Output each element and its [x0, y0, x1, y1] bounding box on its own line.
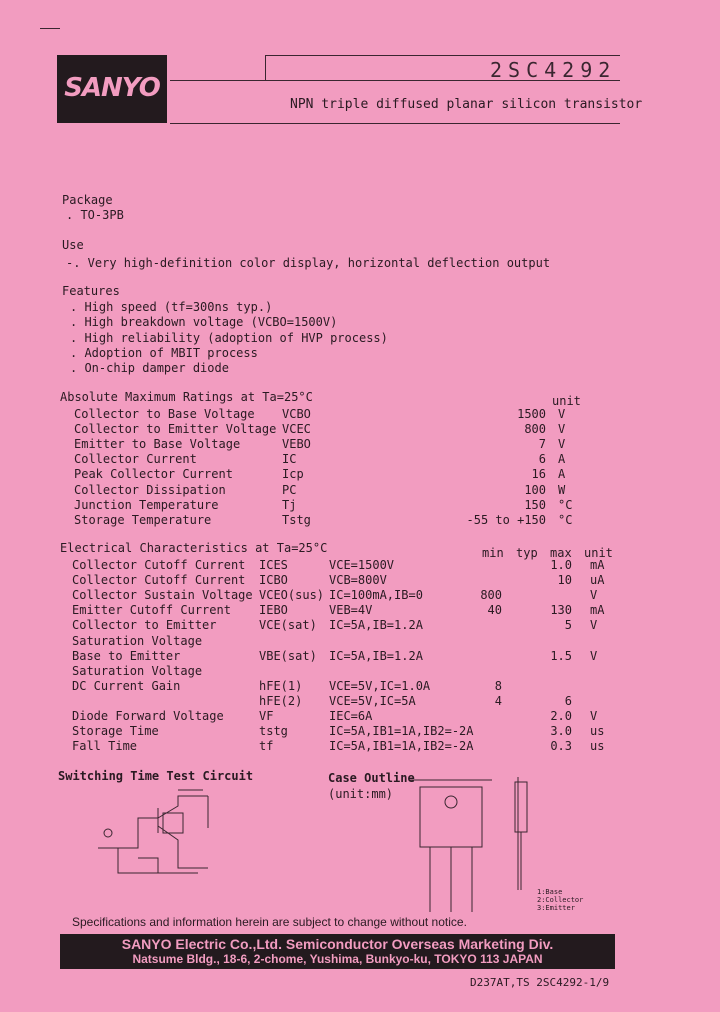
value-unit: us [590, 739, 605, 754]
param-name: Saturation Voltage [72, 663, 203, 678]
value-unit: uA [590, 573, 605, 588]
param-symbol: VF [259, 709, 274, 723]
outline-heading: Case Outline [328, 771, 415, 785]
elec-row [0, 664, 720, 679]
param-symbol: VCEC [282, 422, 311, 437]
abs-max-heading: Absolute Maximum Ratings at Ta=25°C [60, 390, 313, 404]
elec-row [0, 709, 720, 724]
param-condition: VCE=5V,IC=1.0A [329, 678, 431, 693]
param-symbol: VCE(sat) [259, 618, 317, 633]
use-heading: Use [62, 238, 84, 252]
param-unit: °C [558, 497, 573, 512]
abs-max-row [0, 483, 720, 498]
param-symbol: hFE(1) [259, 678, 303, 693]
feature-item: . High breakdown voltage (VCBO=1500V) [70, 315, 338, 329]
param-name: Saturation Voltage [72, 633, 203, 648]
param-unit: °C [558, 512, 573, 527]
value-unit: V [590, 709, 598, 723]
param-symbol: VCEO(sus) [259, 588, 325, 603]
part-number: 2SC4292 [490, 58, 617, 82]
param-symbol: ICES [259, 558, 288, 572]
value-unit: us [590, 724, 605, 739]
value-max: 1.5 [550, 648, 572, 663]
param-value: 150 [524, 497, 546, 512]
header-divider [265, 55, 266, 80]
abs-max-row [0, 498, 720, 513]
spec-note: Specifications and information herein are subject to change without notice. [72, 915, 467, 929]
param-symbol: Tstg [282, 512, 311, 527]
elec-row [0, 724, 720, 739]
param-symbol: VEBO [282, 437, 311, 452]
param-symbol: ICBO [259, 573, 288, 588]
param-condition: IC=5A,IB1=1A,IB2=-2A [329, 739, 474, 754]
pin-1: 1:Base [537, 888, 563, 896]
param-unit: A [558, 467, 566, 482]
param-name: Fall Time [72, 739, 138, 754]
value-min: 800 [480, 588, 502, 603]
feature-item: . Adoption of MBIT process [70, 346, 258, 360]
abs-max-unit-heading: unit [552, 394, 581, 408]
param-name: Junction Temperature [74, 497, 219, 512]
param-symbol: hFE(2) [259, 693, 303, 708]
param-value: 7 [538, 437, 546, 452]
feature-item: . On-chip damper diode [70, 361, 229, 375]
value-unit: V [590, 588, 598, 603]
pin-2: 2:Collector [537, 896, 584, 904]
abs-max-row [0, 467, 720, 482]
abs-max-row [0, 513, 720, 528]
param-condition: VCE=5V,IC=5A [329, 693, 416, 708]
param-unit: V [558, 422, 566, 437]
param-symbol: PC [282, 482, 297, 497]
param-condition: IC=5A,IB=1.2A [329, 648, 423, 663]
use-value: -. Very high-definition color display, horizontal deflection output [66, 256, 551, 270]
value-max: 130 [550, 603, 572, 618]
param-name: Collector to Emitter [72, 618, 217, 633]
param-unit: V [558, 407, 566, 421]
switching-circuit-diagram [78, 788, 238, 888]
param-value: 6 [538, 452, 546, 467]
param-value: -55 to +150 [466, 512, 546, 527]
param-unit: W [558, 482, 566, 497]
value-max: 0.3 [550, 739, 572, 754]
value-max: 6 [564, 693, 572, 708]
value-unit: V [590, 648, 598, 663]
value-min: 4 [494, 693, 502, 708]
param-value: 16 [531, 467, 546, 482]
value-max: 2.0 [550, 709, 572, 723]
value-unit: mA [590, 558, 605, 572]
param-name: Storage Temperature [74, 512, 212, 527]
param-name: Storage Time [72, 724, 159, 739]
package-heading: Package [62, 193, 113, 207]
col-unit: unit [584, 546, 613, 560]
abs-max-row [0, 407, 720, 422]
value-max: 10 [557, 573, 572, 588]
param-condition: IEC=6A [329, 709, 373, 723]
elec-heading: Electrical Characteristics at Ta=25°C [60, 541, 328, 555]
value-max: 3.0 [550, 724, 572, 739]
param-condition: VEB=4V [329, 603, 373, 618]
param-value: 100 [524, 482, 546, 497]
company-address: Natsume Bldg., 18-6, 2-chome, Yushima, Bunkyo-ku, TOKYO 113 JAPAN [132, 952, 543, 966]
param-name: Peak Collector Current [74, 467, 233, 482]
value-unit: V [590, 618, 598, 633]
param-symbol: VBE(sat) [259, 648, 317, 663]
sanyo-logo [57, 55, 167, 123]
value-unit: mA [590, 603, 605, 618]
logo-text: SANYO [64, 73, 160, 103]
param-name: Emitter to Base Voltage [74, 437, 241, 452]
param-value: 1500 [517, 407, 546, 421]
header-rule-bottom [170, 123, 620, 124]
param-name: Diode Forward Voltage [72, 709, 224, 723]
abs-max-row [0, 422, 720, 437]
company-footer [60, 934, 615, 969]
elec-row [0, 588, 720, 603]
page-subtitle: NPN triple diffused planar silicon transistor [290, 97, 643, 112]
elec-row [0, 634, 720, 649]
elec-row [0, 649, 720, 664]
company-name: SANYO Electric Co.,Ltd. Semiconductor Overseas Marketing Div. [121, 936, 554, 952]
elec-row [0, 618, 720, 633]
value-max: 1.0 [550, 558, 572, 572]
param-symbol: tstg [259, 724, 288, 739]
param-condition: IC=5A,IB1=1A,IB2=-2A [329, 724, 474, 739]
param-symbol: VCBO [282, 407, 311, 421]
param-name: Collector Dissipation [74, 482, 226, 497]
param-symbol: Icp [282, 467, 304, 482]
col-max: max [550, 546, 572, 560]
elec-row [0, 558, 720, 573]
header-rule-top [265, 55, 620, 56]
col-min: min [482, 546, 504, 560]
param-condition: VCE=1500V [329, 558, 395, 572]
pin-3: 3:Emitter [537, 904, 575, 912]
param-unit: V [558, 437, 566, 452]
elec-row [0, 694, 720, 709]
abs-max-row [0, 452, 720, 467]
feature-item: . High reliability (adoption of HVP process) [70, 331, 388, 345]
param-value: 800 [524, 422, 546, 437]
circuit-heading: Switching Time Test Circuit [58, 769, 254, 783]
param-name: Collector Cutoff Current [72, 573, 246, 588]
param-name: Collector Cutoff Current [72, 558, 246, 572]
elec-row [0, 573, 720, 588]
value-min: 8 [494, 678, 502, 693]
document-number: D237AT,TS 2SC4292-1/9 [470, 976, 610, 989]
param-name: Collector Current [74, 452, 197, 467]
param-name: Base to Emitter [72, 648, 181, 663]
param-name: Emitter Cutoff Current [72, 603, 231, 618]
param-symbol: IC [282, 452, 297, 467]
value-max: 5 [564, 618, 572, 633]
elec-row [0, 739, 720, 754]
param-symbol: Tj [282, 497, 297, 512]
param-condition: IC=100mA,IB=0 [329, 588, 423, 603]
param-name: Collector to Emitter Voltage [74, 422, 277, 437]
features-heading: Features [62, 284, 120, 298]
value-min: 40 [487, 603, 502, 618]
abs-max-row [0, 437, 720, 452]
feature-item: . High speed (tf=300ns typ.) [70, 300, 273, 314]
pin-legend [537, 888, 583, 912]
elec-row [0, 679, 720, 694]
package-value: . TO-3PB [66, 208, 124, 222]
param-condition: IC=5A,IB=1.2A [329, 618, 423, 633]
param-name: Collector to Base Voltage [74, 407, 255, 421]
top-mark [40, 28, 60, 29]
param-name: DC Current Gain [72, 678, 181, 693]
param-symbol: IEBO [259, 603, 288, 618]
elec-row [0, 603, 720, 618]
param-name: Collector Sustain Voltage [72, 588, 253, 603]
param-unit: A [558, 452, 566, 467]
outline-unit: (unit:mm) [328, 787, 394, 801]
param-symbol: tf [259, 739, 274, 754]
param-condition: VCB=800V [329, 573, 387, 588]
col-typ: typ [516, 546, 538, 560]
